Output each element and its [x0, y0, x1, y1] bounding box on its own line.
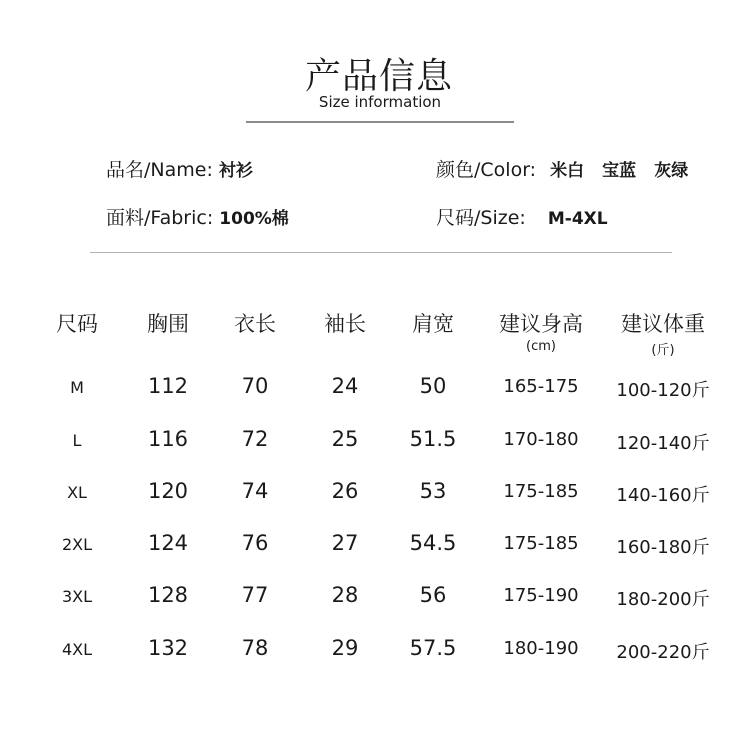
table-cell: 24 [331, 374, 359, 398]
table-cell: 116 [147, 427, 189, 451]
size-cell: 2XL [61, 535, 93, 554]
table-row [0, 636, 750, 676]
product-size-value: M-4XL [547, 209, 608, 229]
product-size-row [436, 203, 608, 230]
table-cell: 175-185 [503, 533, 579, 554]
table-cell: 56 [419, 583, 447, 607]
table-cell: 100-120斤 [616, 380, 710, 401]
table-row [0, 427, 750, 467]
table-cell: 140-160斤 [616, 485, 710, 506]
table-cell: 28 [331, 583, 359, 607]
column-header: 袖长 [324, 312, 366, 336]
product-fabric-row [106, 203, 289, 230]
table-cell: 175-185 [503, 481, 579, 502]
table-cell: 180-190 [503, 638, 579, 659]
title-divider [246, 121, 514, 123]
table-cell: 120-140斤 [616, 433, 710, 454]
table-cell: 70 [241, 374, 269, 398]
table-cell: 200-220斤 [616, 642, 710, 663]
size-cell: 3XL [61, 587, 93, 606]
table-cell: 175-190 [503, 585, 579, 606]
product-name-value: 衬衫 [218, 161, 253, 181]
table-cell: 57.5 [409, 636, 457, 660]
table-cell: 180-200斤 [616, 589, 710, 610]
size-cell: 4XL [61, 640, 93, 659]
size-cell: XL [67, 483, 87, 502]
table-row [0, 583, 750, 623]
product-name-label: 品名/Name: [106, 159, 213, 181]
table-cell: 120 [147, 479, 189, 503]
table-cell: 51.5 [409, 427, 457, 451]
page-title: 产品信息 [304, 56, 453, 97]
height-unit: (cm) [526, 339, 556, 354]
table-cell: 72 [241, 427, 269, 451]
weight-unit: (斤) [651, 343, 675, 358]
product-fabric-label: 面料/Fabric: [106, 207, 214, 229]
table-cell: 27 [331, 531, 359, 555]
size-cell: M [70, 378, 84, 397]
table-cell: 78 [241, 636, 269, 660]
table-row [0, 531, 750, 571]
table-cell: 165-175 [503, 376, 579, 397]
size-cell: L [72, 431, 82, 450]
product-color-label: 颜色/Color: [436, 159, 537, 181]
table-cell: 128 [147, 583, 189, 607]
product-name-row [106, 155, 253, 182]
table-cell: 53 [419, 479, 447, 503]
color-option: 灰绿 [654, 161, 689, 181]
section-divider [90, 252, 672, 253]
table-cell: 112 [147, 374, 189, 398]
column-header: 尺码 [56, 312, 98, 336]
table-cell: 50 [419, 374, 447, 398]
color-option: 宝蓝 [602, 161, 637, 181]
column-header: 衣长 [234, 312, 276, 336]
table-cell: 76 [241, 531, 269, 555]
column-header: 胸围 [147, 312, 189, 336]
page-subtitle: Size information [318, 93, 442, 111]
table-cell: 54.5 [409, 531, 457, 555]
table-row [0, 374, 750, 414]
table-cell: 132 [147, 636, 189, 660]
table-cell: 160-180斤 [616, 537, 710, 558]
column-header: 建议身高 [499, 312, 583, 336]
color-option: 米白 [550, 161, 585, 181]
table-cell: 124 [147, 531, 189, 555]
product-fabric-value: 100%棉 [219, 209, 289, 229]
column-header: 建议体重 [621, 312, 705, 336]
column-header: 肩宽 [412, 312, 454, 336]
table-cell: 170-180 [503, 429, 579, 450]
table-cell: 77 [241, 583, 269, 607]
table-cell: 74 [241, 479, 269, 503]
product-size-label: 尺码/Size: [436, 207, 526, 229]
table-cell: 29 [331, 636, 359, 660]
table-cell: 26 [331, 479, 359, 503]
product-color-row [436, 155, 688, 182]
table-row [0, 479, 750, 519]
table-cell: 25 [331, 427, 359, 451]
